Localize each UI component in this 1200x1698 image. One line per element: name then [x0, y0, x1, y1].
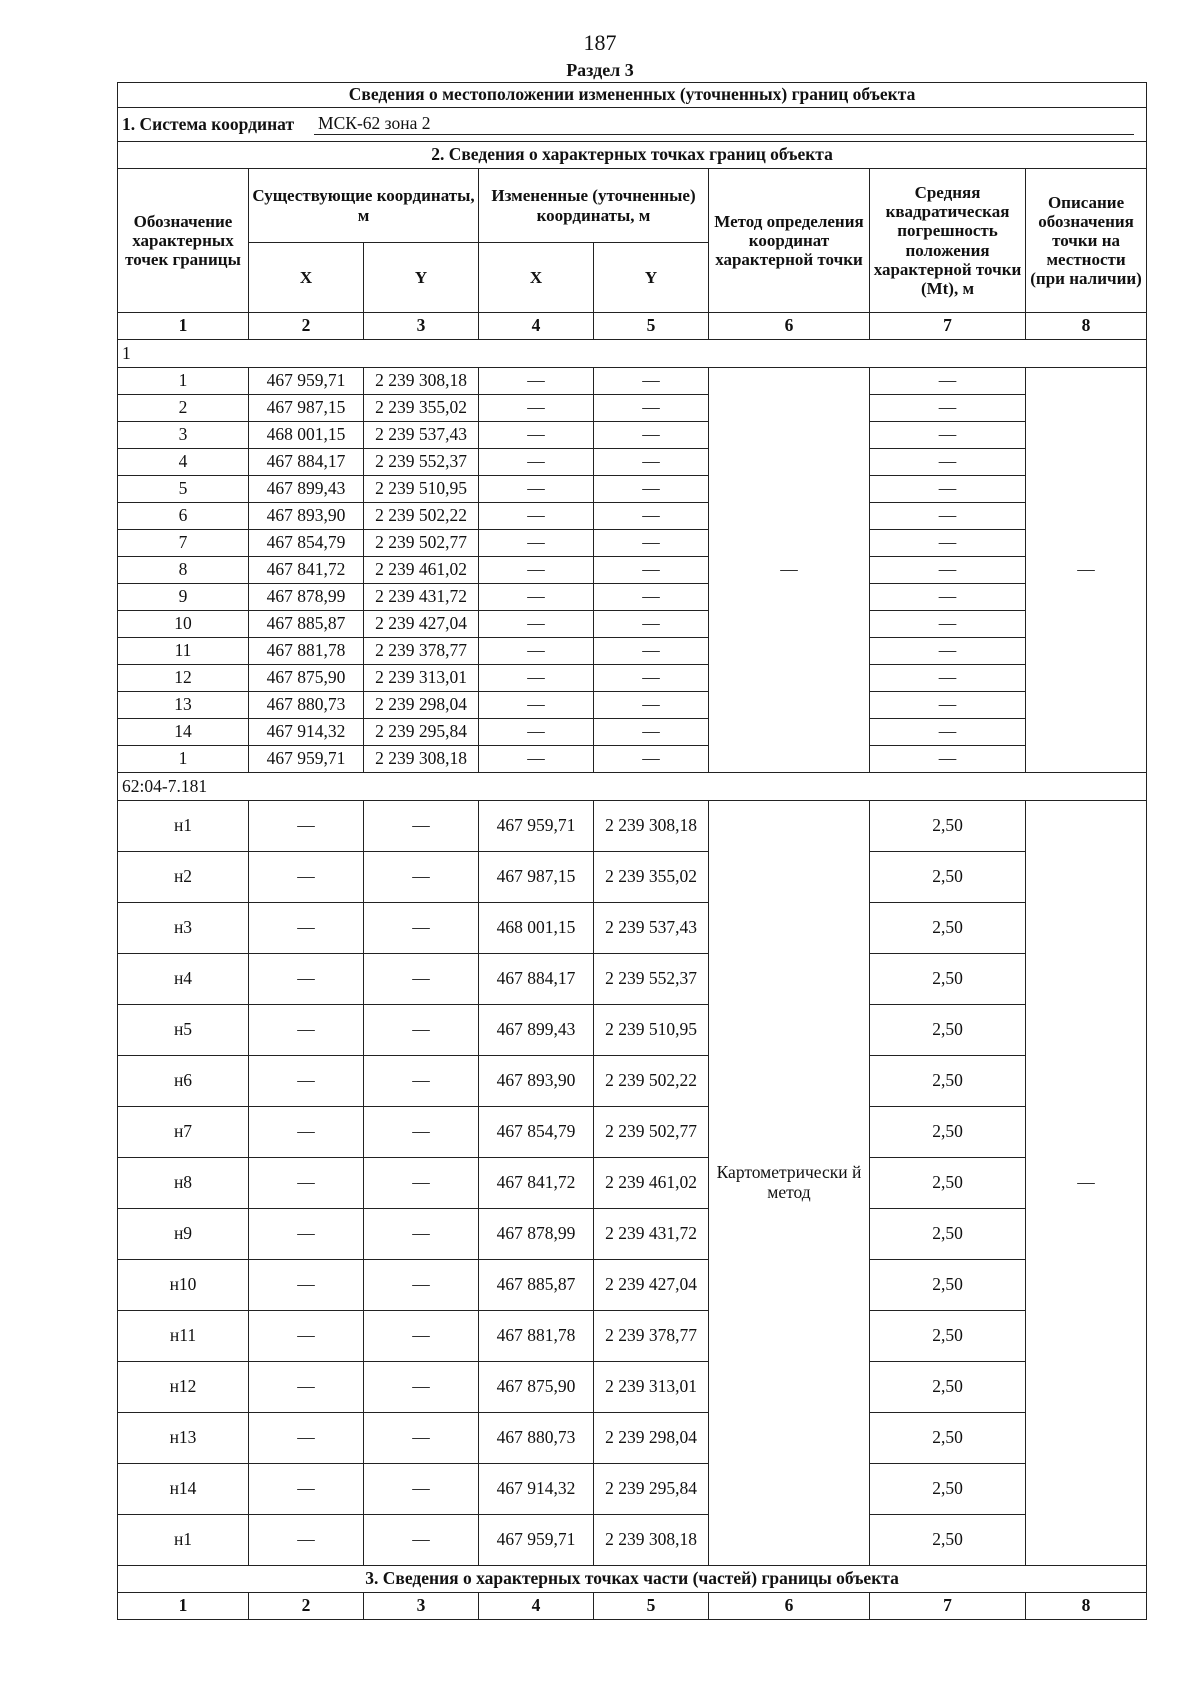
existing-x: 467 885,87	[249, 611, 364, 638]
changed-x: —	[479, 557, 594, 584]
table-row	[118, 1107, 1147, 1158]
changed-y: 2 239 502,77	[594, 1107, 709, 1158]
existing-x: —	[249, 1056, 364, 1107]
changed-y: 2 239 298,04	[594, 1413, 709, 1464]
existing-x: 467 987,15	[249, 395, 364, 422]
existing-y: 2 239 552,37	[364, 449, 479, 476]
col-number: 1	[118, 1593, 249, 1620]
point-id: н3	[118, 903, 249, 954]
point-id: 6	[118, 503, 249, 530]
point-id: 4	[118, 449, 249, 476]
table-row	[118, 1209, 1147, 1260]
changed-y: —	[594, 746, 709, 773]
changed-y: 2 239 313,01	[594, 1362, 709, 1413]
error-mt: —	[870, 692, 1026, 719]
changed-y: —	[594, 719, 709, 746]
point-id: н1	[118, 801, 249, 852]
table-row	[118, 1056, 1147, 1107]
error-mt: 2,50	[870, 903, 1026, 954]
point-id: н4	[118, 954, 249, 1005]
error-mt: 2,50	[870, 1260, 1026, 1311]
changed-x: 467 893,90	[479, 1056, 594, 1107]
col-number: 2	[249, 313, 364, 340]
table-row	[118, 449, 1147, 476]
changed-y: —	[594, 476, 709, 503]
changed-x: 467 881,78	[479, 1311, 594, 1362]
point-id: н5	[118, 1005, 249, 1056]
existing-y: —	[364, 1311, 479, 1362]
point-id: 2	[118, 395, 249, 422]
existing-x: —	[249, 1005, 364, 1056]
error-mt: 2,50	[870, 1158, 1026, 1209]
existing-y: —	[364, 1107, 479, 1158]
changed-x: 467 841,72	[479, 1158, 594, 1209]
point-id: н13	[118, 1413, 249, 1464]
header-changed-y: Y	[594, 243, 709, 313]
existing-x: 467 899,43	[249, 476, 364, 503]
changed-x: 467 854,79	[479, 1107, 594, 1158]
changed-y: —	[594, 449, 709, 476]
changed-y: —	[594, 611, 709, 638]
point-id: н1	[118, 1515, 249, 1566]
changed-x: —	[479, 368, 594, 395]
existing-y: 2 239 308,18	[364, 368, 479, 395]
changed-y: 2 239 431,72	[594, 1209, 709, 1260]
existing-y: —	[364, 1515, 479, 1566]
error-mt: —	[870, 584, 1026, 611]
point-id: 1	[118, 368, 249, 395]
error-mt: 2,50	[870, 1515, 1026, 1566]
col-number: 7	[870, 313, 1026, 340]
existing-x: 467 841,72	[249, 557, 364, 584]
changed-y: —	[594, 665, 709, 692]
table-row	[118, 1158, 1147, 1209]
page-number: 187	[583, 30, 617, 55]
table-row	[118, 665, 1147, 692]
coord-system-value: МСК-62 зона 2	[314, 114, 1134, 135]
changed-y: 2 239 378,77	[594, 1311, 709, 1362]
existing-x: —	[249, 1209, 364, 1260]
col-number: 8	[1026, 313, 1147, 340]
existing-y: 2 239 510,95	[364, 476, 479, 503]
col-number: 1	[118, 313, 249, 340]
existing-x: —	[249, 1515, 364, 1566]
existing-x: 467 875,90	[249, 665, 364, 692]
existing-y: —	[364, 1413, 479, 1464]
changed-y: —	[594, 557, 709, 584]
existing-y: —	[364, 1005, 479, 1056]
existing-x: 468 001,15	[249, 422, 364, 449]
header-method: Метод определения координат характерной точки	[709, 169, 870, 313]
header-description: Описание обозначения точки на местности (при наличии)	[1026, 169, 1147, 313]
error-mt: —	[870, 422, 1026, 449]
col-number: 4	[479, 313, 594, 340]
existing-y: —	[364, 1158, 479, 1209]
changed-x: 467 880,73	[479, 1413, 594, 1464]
existing-x: 467 893,90	[249, 503, 364, 530]
existing-y: —	[364, 1362, 479, 1413]
existing-y: 2 239 502,77	[364, 530, 479, 557]
table-row	[118, 1515, 1147, 1566]
boundary-table	[117, 82, 1147, 1620]
changed-x: —	[479, 611, 594, 638]
error-mt: —	[870, 638, 1026, 665]
existing-x: —	[249, 1413, 364, 1464]
changed-y: —	[594, 503, 709, 530]
points-section-title: 2. Сведения о характерных точках границ объекта	[118, 142, 1147, 169]
existing-y: 2 239 295,84	[364, 719, 479, 746]
error-mt: 2,50	[870, 801, 1026, 852]
error-mt: —	[870, 530, 1026, 557]
existing-y: 2 239 355,02	[364, 395, 479, 422]
header-error: Средняя квадратическая погрешность положения характерной точки (Mt), м	[870, 169, 1026, 313]
changed-y: 2 239 295,84	[594, 1464, 709, 1515]
existing-y: —	[364, 801, 479, 852]
existing-y: 2 239 461,02	[364, 557, 479, 584]
changed-x: —	[479, 584, 594, 611]
col-number: 5	[594, 1593, 709, 1620]
point-id: 14	[118, 719, 249, 746]
table-title: Сведения о местоположении измененных (уточненных) границ объекта	[118, 83, 1147, 108]
changed-x: 468 001,15	[479, 903, 594, 954]
changed-y: —	[594, 584, 709, 611]
changed-y: —	[594, 395, 709, 422]
error-mt: 2,50	[870, 1209, 1026, 1260]
header-existing: Существующие координаты, м	[249, 169, 479, 243]
method-cell: Картометрически й метод	[709, 801, 870, 1566]
point-id: н14	[118, 1464, 249, 1515]
table-row	[118, 719, 1147, 746]
changed-y: 2 239 502,22	[594, 1056, 709, 1107]
description-cell: —	[1026, 801, 1147, 1566]
table-row	[118, 852, 1147, 903]
changed-y: 2 239 552,37	[594, 954, 709, 1005]
error-mt: —	[870, 746, 1026, 773]
changed-x: 467 899,43	[479, 1005, 594, 1056]
col-number: 6	[709, 1593, 870, 1620]
column-numbers-row	[118, 313, 1147, 340]
existing-y: —	[364, 1209, 479, 1260]
error-mt: —	[870, 719, 1026, 746]
error-mt: 2,50	[870, 1413, 1026, 1464]
changed-x: —	[479, 638, 594, 665]
existing-x: 467 959,71	[249, 746, 364, 773]
group-label: 1	[118, 340, 1147, 368]
point-id: н9	[118, 1209, 249, 1260]
method-cell: —	[709, 368, 870, 773]
changed-y: 2 239 510,95	[594, 1005, 709, 1056]
changed-y: —	[594, 692, 709, 719]
table-row	[118, 1005, 1147, 1056]
table-row	[118, 422, 1147, 449]
header-existing-x: X	[249, 243, 364, 313]
table-row	[118, 746, 1147, 773]
changed-y: —	[594, 368, 709, 395]
changed-x: 467 914,32	[479, 1464, 594, 1515]
table-row	[118, 903, 1147, 954]
error-mt: —	[870, 449, 1026, 476]
changed-x: —	[479, 395, 594, 422]
existing-x: —	[249, 852, 364, 903]
point-id: 3	[118, 422, 249, 449]
table-row	[118, 692, 1147, 719]
col-number: 4	[479, 1593, 594, 1620]
changed-x: 467 959,71	[479, 1515, 594, 1566]
changed-y: —	[594, 530, 709, 557]
existing-y: —	[364, 903, 479, 954]
table-row	[118, 368, 1147, 395]
point-id: н6	[118, 1056, 249, 1107]
table-row	[118, 1413, 1147, 1464]
changed-y: 2 239 308,18	[594, 801, 709, 852]
existing-x: 467 884,17	[249, 449, 364, 476]
table-row	[118, 1260, 1147, 1311]
changed-x: —	[479, 530, 594, 557]
changed-y: —	[594, 422, 709, 449]
description-cell: —	[1026, 368, 1147, 773]
changed-y: 2 239 427,04	[594, 1260, 709, 1311]
error-mt: 2,50	[870, 1362, 1026, 1413]
error-mt: —	[870, 611, 1026, 638]
existing-y: 2 239 378,77	[364, 638, 479, 665]
table-row	[118, 503, 1147, 530]
coord-system-label: 1. Система координат	[122, 113, 295, 134]
existing-x: —	[249, 1362, 364, 1413]
column-numbers-row	[118, 1593, 1147, 1620]
changed-x: —	[479, 719, 594, 746]
changed-x: —	[479, 422, 594, 449]
existing-y: 2 239 308,18	[364, 746, 479, 773]
table-row	[118, 1464, 1147, 1515]
existing-x: 467 880,73	[249, 692, 364, 719]
existing-x: 467 881,78	[249, 638, 364, 665]
existing-y: —	[364, 1260, 479, 1311]
error-mt: 2,50	[870, 1107, 1026, 1158]
changed-y: 2 239 537,43	[594, 903, 709, 954]
existing-y: 2 239 427,04	[364, 611, 479, 638]
table-row	[118, 954, 1147, 1005]
col-number: 5	[594, 313, 709, 340]
error-mt: 2,50	[870, 1056, 1026, 1107]
point-id: н8	[118, 1158, 249, 1209]
col-number: 7	[870, 1593, 1026, 1620]
changed-x: 467 885,87	[479, 1260, 594, 1311]
point-id: 10	[118, 611, 249, 638]
existing-y: 2 239 431,72	[364, 584, 479, 611]
existing-x: —	[249, 903, 364, 954]
changed-y: —	[594, 638, 709, 665]
point-id: н10	[118, 1260, 249, 1311]
table-row	[118, 530, 1147, 557]
changed-x: —	[479, 746, 594, 773]
table-row	[118, 638, 1147, 665]
changed-x: 467 878,99	[479, 1209, 594, 1260]
changed-x: —	[479, 665, 594, 692]
point-id: 13	[118, 692, 249, 719]
changed-x: —	[479, 503, 594, 530]
point-id: 7	[118, 530, 249, 557]
point-id: 8	[118, 557, 249, 584]
existing-y: —	[364, 1056, 479, 1107]
point-id: 1	[118, 746, 249, 773]
existing-y: 2 239 298,04	[364, 692, 479, 719]
error-mt: 2,50	[870, 954, 1026, 1005]
changed-x: —	[479, 692, 594, 719]
table-row	[118, 557, 1147, 584]
header-point: Обозначение характерных точек границы	[118, 169, 249, 313]
changed-x: 467 987,15	[479, 852, 594, 903]
point-id: н7	[118, 1107, 249, 1158]
changed-y: 2 239 308,18	[594, 1515, 709, 1566]
error-mt: —	[870, 503, 1026, 530]
changed-x: 467 884,17	[479, 954, 594, 1005]
table-row	[118, 584, 1147, 611]
existing-x: —	[249, 1158, 364, 1209]
header-existing-y: Y	[364, 243, 479, 313]
existing-x: 467 914,32	[249, 719, 364, 746]
group-label: 62:04-7.181	[118, 773, 1147, 801]
point-id: 11	[118, 638, 249, 665]
changed-y: 2 239 461,02	[594, 1158, 709, 1209]
table-row	[118, 611, 1147, 638]
table-row	[118, 476, 1147, 503]
existing-x: —	[249, 954, 364, 1005]
changed-x: 467 959,71	[479, 801, 594, 852]
table-row	[118, 1311, 1147, 1362]
point-id: н11	[118, 1311, 249, 1362]
point-id: 12	[118, 665, 249, 692]
error-mt: —	[870, 476, 1026, 503]
changed-y: 2 239 355,02	[594, 852, 709, 903]
error-mt: 2,50	[870, 852, 1026, 903]
existing-y: —	[364, 852, 479, 903]
existing-x: —	[249, 801, 364, 852]
error-mt: —	[870, 665, 1026, 692]
col-number: 2	[249, 1593, 364, 1620]
section-title: Раздел 3	[566, 60, 634, 80]
existing-y: 2 239 537,43	[364, 422, 479, 449]
coord-system-row	[118, 108, 1147, 142]
existing-x: 467 959,71	[249, 368, 364, 395]
error-mt: —	[870, 557, 1026, 584]
existing-x: —	[249, 1107, 364, 1158]
col-number: 8	[1026, 1593, 1147, 1620]
existing-x: 467 854,79	[249, 530, 364, 557]
error-mt: 2,50	[870, 1005, 1026, 1056]
error-mt: —	[870, 395, 1026, 422]
header-changed: Измененные (уточненные) координаты, м	[479, 169, 709, 243]
existing-x: —	[249, 1464, 364, 1515]
table-row	[118, 1362, 1147, 1413]
col-number: 3	[364, 1593, 479, 1620]
table-row	[118, 395, 1147, 422]
changed-x: —	[479, 476, 594, 503]
existing-y: 2 239 502,22	[364, 503, 479, 530]
existing-y: 2 239 313,01	[364, 665, 479, 692]
point-id: 5	[118, 476, 249, 503]
header-changed-x: X	[479, 243, 594, 313]
existing-x: —	[249, 1311, 364, 1362]
error-mt: 2,50	[870, 1311, 1026, 1362]
table-row	[118, 801, 1147, 852]
changed-x: —	[479, 449, 594, 476]
point-id: н2	[118, 852, 249, 903]
changed-x: 467 875,90	[479, 1362, 594, 1413]
parts-section-title: 3. Сведения о характерных точках части (частей) границы объекта	[118, 1566, 1147, 1593]
col-number: 6	[709, 313, 870, 340]
error-mt: —	[870, 368, 1026, 395]
error-mt: 2,50	[870, 1464, 1026, 1515]
col-number: 3	[364, 313, 479, 340]
existing-x: —	[249, 1260, 364, 1311]
existing-y: —	[364, 954, 479, 1005]
existing-x: 467 878,99	[249, 584, 364, 611]
point-id: н12	[118, 1362, 249, 1413]
point-id: 9	[118, 584, 249, 611]
existing-y: —	[364, 1464, 479, 1515]
